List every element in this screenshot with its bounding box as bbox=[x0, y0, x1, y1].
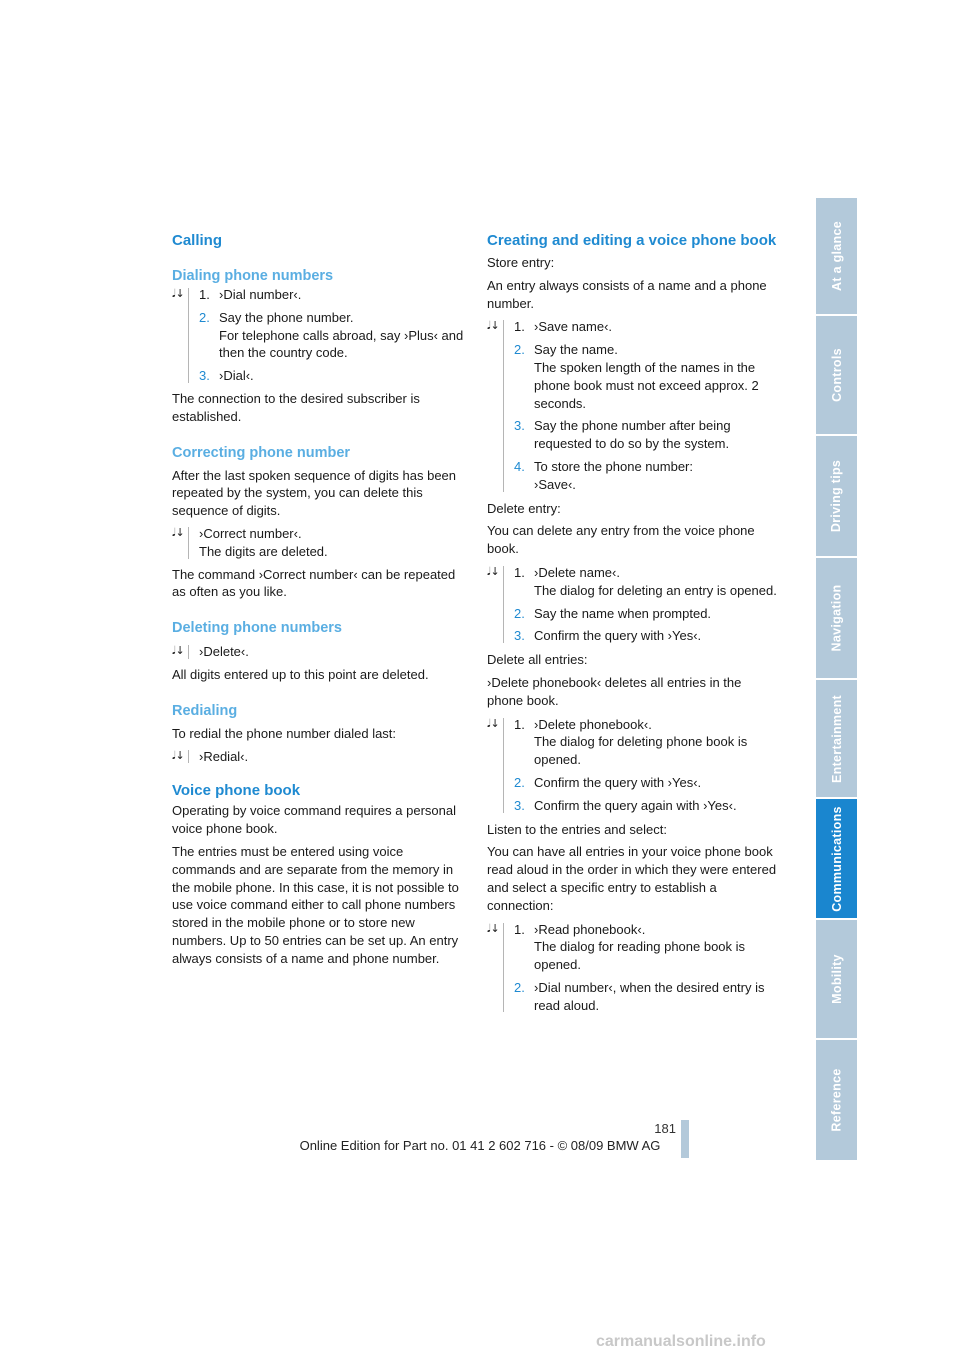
step: 3. ›Dial‹. bbox=[199, 368, 254, 384]
step: 4. To store the phone number: ›Save‹. bbox=[514, 458, 693, 492]
listen-command-block bbox=[487, 921, 779, 1015]
heading-correcting: Correcting phone number bbox=[172, 444, 351, 461]
chapter-tabs bbox=[816, 198, 857, 1160]
step: 3. Say the phone number after being requested to do so by the system. bbox=[514, 418, 731, 452]
step: 1. ›Delete phonebook‹. The dialog for deleting phone book is opened. bbox=[514, 716, 748, 768]
delete-note: All digits entered up to this point are deleted. bbox=[172, 666, 429, 682]
dial-command-block bbox=[172, 286, 464, 385]
section-title-calling: Calling bbox=[172, 232, 223, 249]
heading-deleting: Deleting phone numbers bbox=[172, 620, 342, 637]
tab-controls[interactable]: Controls bbox=[816, 316, 857, 434]
step: 2. ›Dial number‹, when the desired entry is read aloud. bbox=[514, 979, 765, 1013]
store-intro: An entry always consists of a name and a phone number. bbox=[487, 277, 767, 311]
heading-creating-editing: Creating and editing a voice phone book bbox=[487, 232, 777, 249]
dial-result: The connection to the desired subscriber is established. bbox=[172, 390, 420, 424]
right-column bbox=[487, 230, 779, 1014]
delete-command-block: 𝅘𝅥↓ ›Delete‹. bbox=[172, 643, 464, 661]
voice-command-icon: 𝅘𝅥↓ bbox=[172, 748, 185, 762]
tab-at-a-glance[interactable]: At a glance bbox=[816, 198, 857, 314]
delete-all-label: Delete all entries: bbox=[487, 652, 588, 668]
voice-command-icon: 𝅘𝅥↓ bbox=[487, 319, 500, 333]
left-column bbox=[172, 230, 464, 968]
delete-all-command-block bbox=[487, 716, 779, 815]
redial-intro: To redial the phone number dialed last: bbox=[172, 725, 397, 741]
heading-redialing: Redialing bbox=[172, 702, 238, 719]
delete-label: Delete entry: bbox=[487, 500, 561, 516]
step: 1. ›Save name‹. bbox=[514, 319, 613, 335]
step: 2. Say the name when prompted. bbox=[514, 605, 712, 621]
step: 3. Confirm the query again with ›Yes‹. bbox=[514, 797, 737, 813]
step: 2. Say the name. The spoken length of the names in the phone book must not exceed approx. 2 seconds. bbox=[514, 342, 759, 411]
voice-command-icon: 𝅘𝅥↓ bbox=[487, 564, 500, 578]
heading-dialing: Dialing phone numbers bbox=[172, 268, 334, 284]
delete-intro: You can delete any entry from the voice phone book. bbox=[487, 523, 755, 557]
step: 2. Say the phone number. For telephone calls abroad, say ›Plus‹ and then the country code. bbox=[199, 309, 464, 361]
store-label: Store entry: bbox=[487, 255, 555, 270]
tab-entertainment[interactable]: Entertainment bbox=[816, 680, 857, 797]
delete-all-intro: ›Delete phonebook‹ deletes all entries in the phone book. bbox=[487, 674, 742, 708]
correct-note: The command ›Correct number‹ can be repeated as often as you like. bbox=[172, 566, 456, 600]
step: 3. Confirm the query with ›Yes‹. bbox=[514, 628, 702, 644]
vpb-paragraph-2: The entries must be entered using voice commands and are separate from the memory in the mobile phone. In this case, it is not possible to use voice command either to call phone numbers stored in the mobile phone or to store new numbers. Up to 50 entries can be set up. An entry always consists of a name and phone number. bbox=[172, 843, 459, 966]
redial-command-block: 𝅘𝅥↓ ›Redial‹. bbox=[172, 748, 464, 766]
voice-command-icon: 𝅘𝅥↓ bbox=[172, 287, 185, 300]
correct-intro: After the last spoken sequence of digits has been repeated by the system, you can delete this sequence of digits. bbox=[172, 467, 457, 519]
step: 2. Confirm the query with ›Yes‹. bbox=[514, 774, 702, 790]
store-command-block bbox=[487, 318, 779, 493]
voice-command-icon: 𝅘𝅥↓ bbox=[172, 644, 185, 658]
step: 1. ›Read phonebook‹. The dialog for reading phone book is opened. bbox=[514, 921, 746, 973]
tab-navigation[interactable]: Navigation bbox=[816, 558, 857, 678]
step: 1. ›Dial number‹. bbox=[199, 287, 302, 302]
tab-driving-tips[interactable]: Driving tips bbox=[816, 436, 857, 556]
page-number: 181 bbox=[654, 1121, 676, 1136]
step: 1. ›Delete name‹. The dialog for deleting an entry is opened. bbox=[514, 564, 777, 598]
heading-voice-phone-book: Voice phone book bbox=[172, 782, 301, 800]
voice-command-icon: 𝅘𝅥↓ bbox=[487, 921, 500, 935]
tab-communications[interactable]: Communications bbox=[816, 799, 857, 918]
voice-command-icon: 𝅘𝅥↓ bbox=[172, 525, 185, 539]
vpb-paragraph-1: Operating by voice command requires a personal voice phone book. bbox=[172, 803, 456, 837]
listen-label: Listen to the entries and select: bbox=[487, 821, 667, 837]
tab-reference[interactable]: Reference bbox=[816, 1040, 857, 1160]
delete-entry-command-block bbox=[487, 564, 779, 645]
footer-edition: Online Edition for Part no. 01 41 2 602 716 - © 08/09 BMW AG bbox=[299, 1138, 661, 1153]
voice-command-icon: 𝅘𝅥↓ bbox=[487, 716, 500, 730]
tab-mobility[interactable]: Mobility bbox=[816, 920, 857, 1038]
listen-intro: You can have all entries in your voice phone book read aloud in the order in which they were entered and select a specific entry to establish a connection: bbox=[487, 844, 777, 913]
watermark: carmanualsonline.info bbox=[596, 1333, 766, 1350]
correct-command-block: 𝅘𝅥↓ ›Correct number‹. The digits are deleted. bbox=[172, 525, 464, 561]
